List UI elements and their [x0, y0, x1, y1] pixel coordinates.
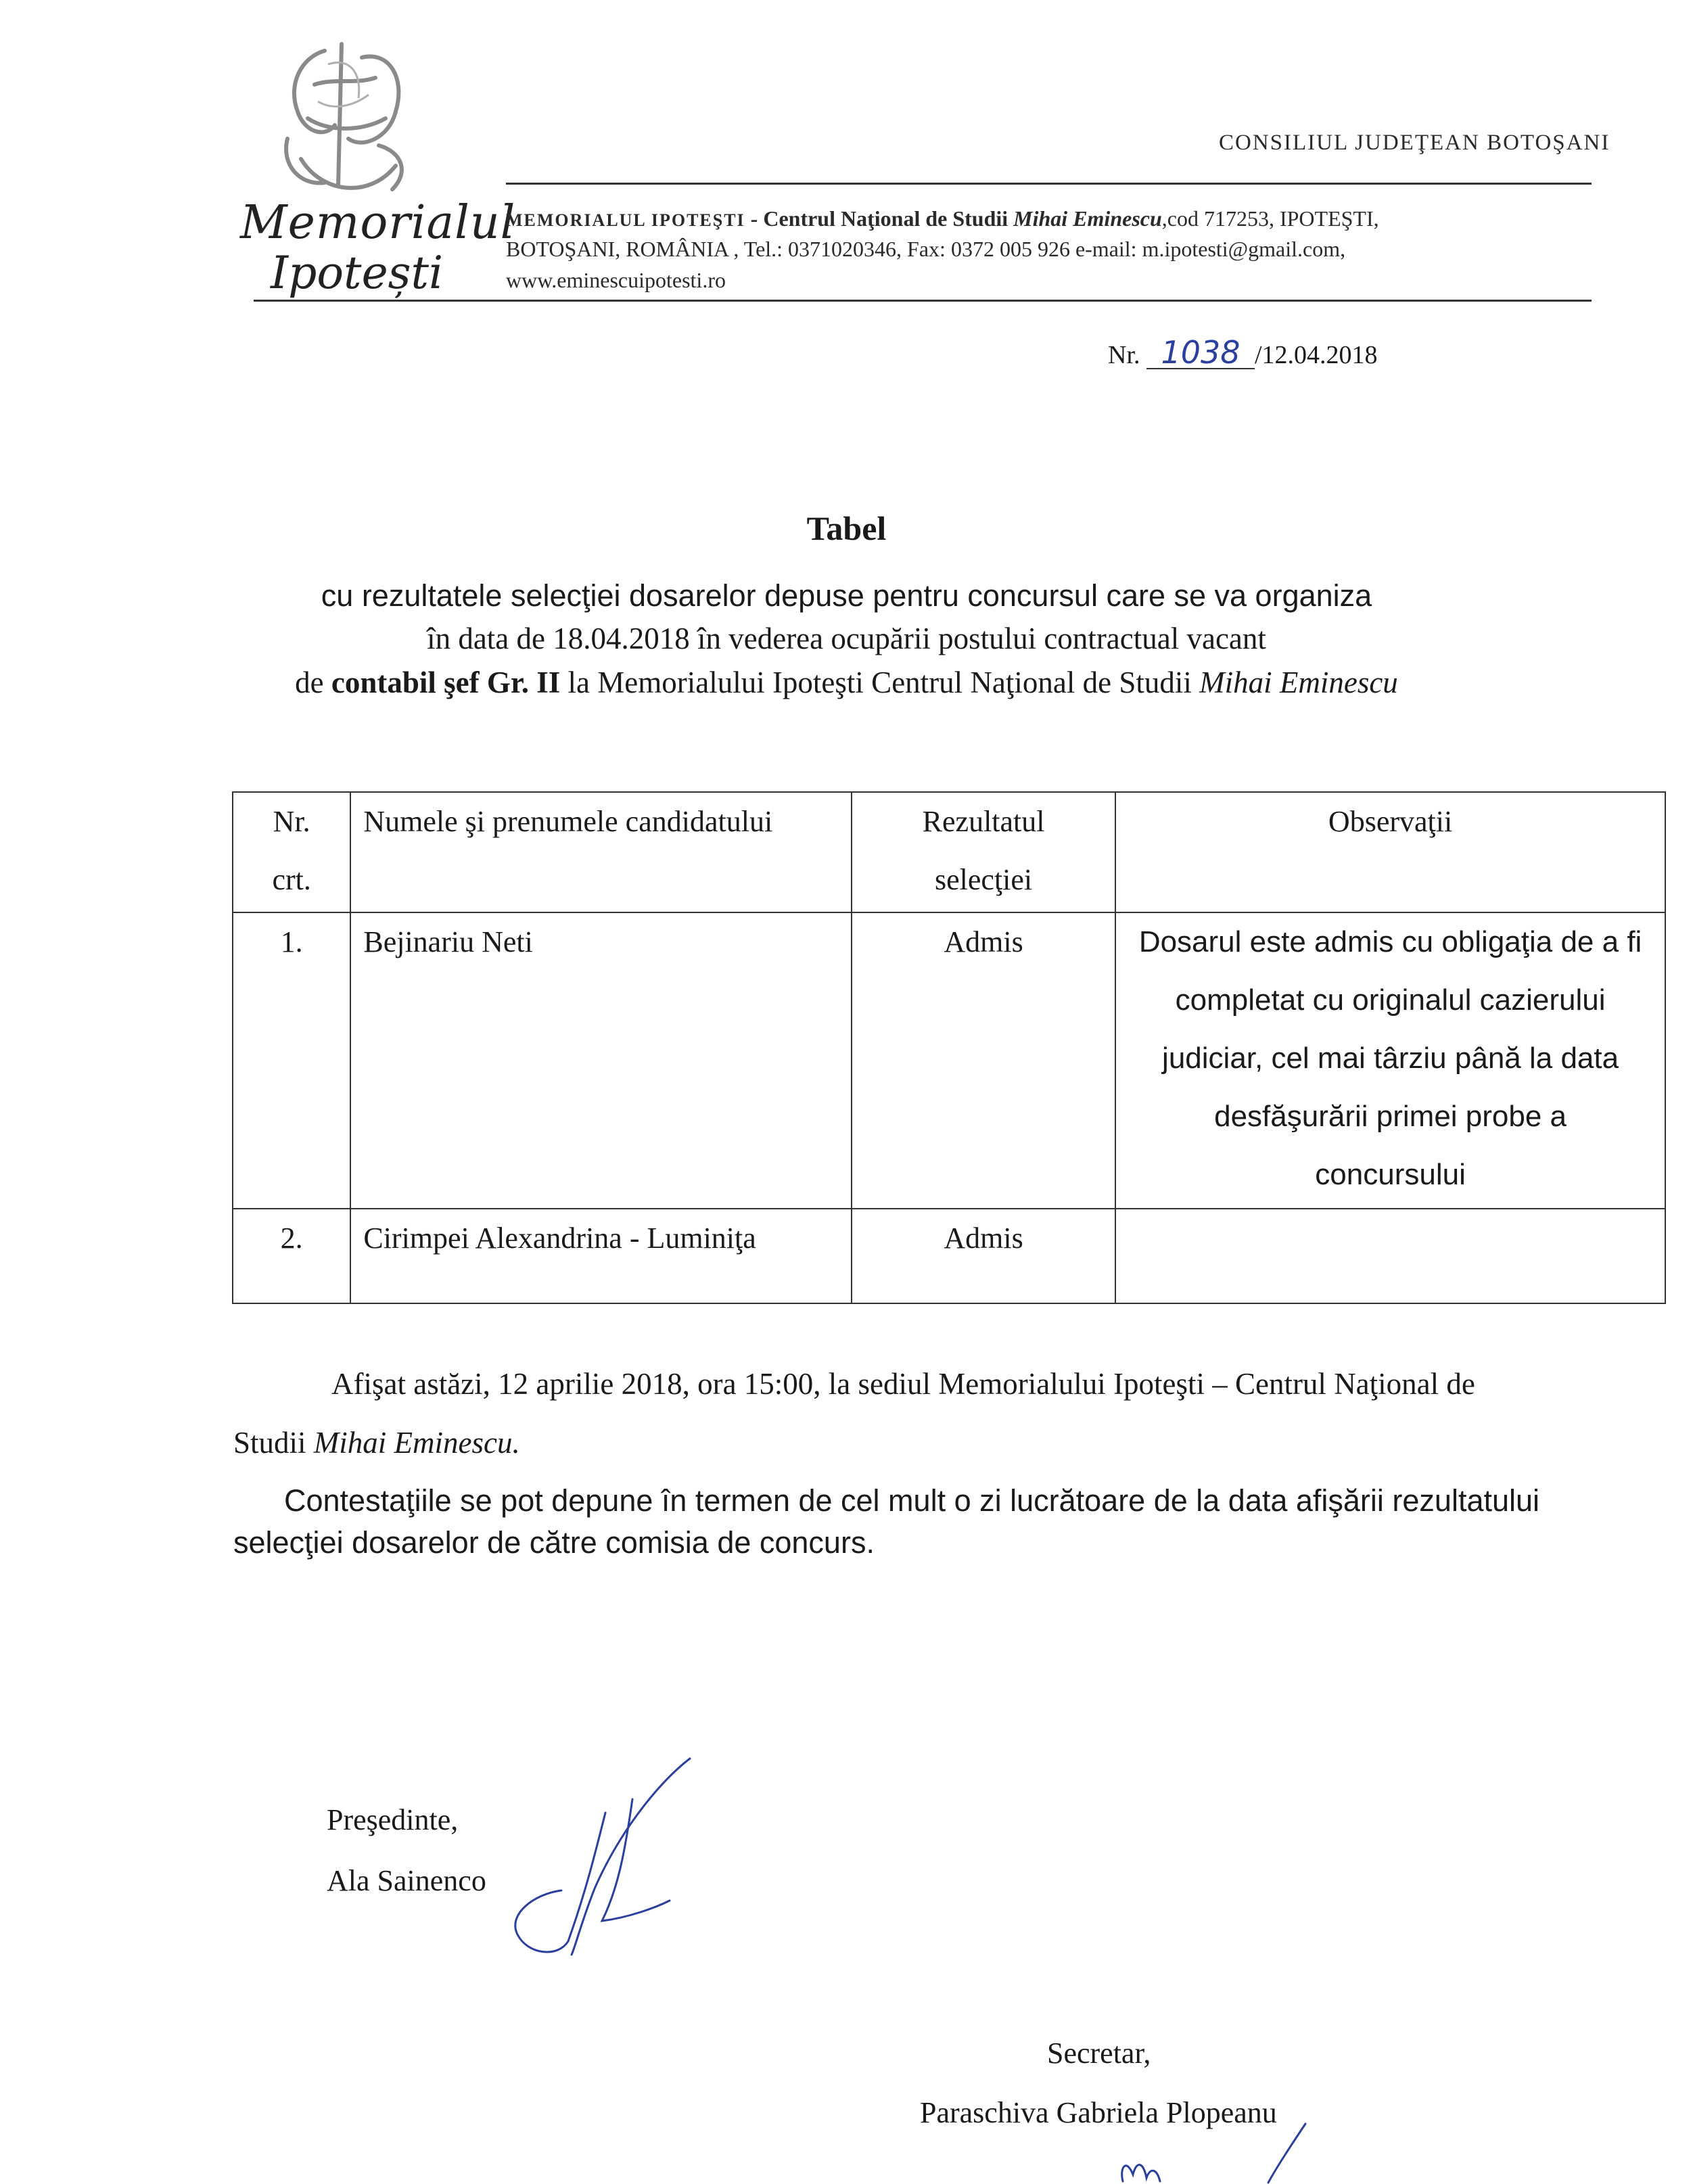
header-result: [852, 792, 1115, 912]
row2-nr: 2.: [233, 1209, 350, 1303]
logo-wordmark-line1: Memorialul: [240, 196, 516, 250]
org-name-italic: Mihai Eminescu: [1013, 206, 1162, 231]
subtitle-line1: cu rezultatele selecţiei dosarelor depuse pentru concursul care se va organiza: [321, 578, 1372, 613]
header-address-line2: BOTOŞANI, ROMÂNIA , Tel.: 0371020346, Fax: 0372 005 926 e-mail: m.ipotesti@gmail.com,: [506, 237, 1346, 261]
row1-observations: [1115, 912, 1665, 1209]
county-council-name: CONSILIUL JUDEŢEAN BOTOŞANI: [1219, 131, 1610, 155]
registration-handwritten-number: 1038: [1146, 337, 1255, 369]
header-result-line2: selecţiei: [935, 863, 1033, 896]
subtitle-prefix: de: [295, 666, 331, 699]
header-website: www.eminescuipotesti.ro: [506, 268, 726, 292]
registration-number: [1108, 334, 1378, 371]
position-title: contabil şef Gr. II: [331, 666, 561, 699]
header-bottom-rule: [254, 300, 1592, 302]
logo-wordmark-line2: Ipotești: [271, 247, 444, 299]
subtitle-line3: [0, 665, 1693, 700]
header-observations: Observaţii: [1115, 792, 1665, 912]
subtitle-eminescu: Mihai Eminescu: [1199, 666, 1398, 699]
president-signature: [487, 1752, 717, 1961]
header-top-rule: [506, 183, 1592, 185]
president-name: Ala Sainenco: [327, 1864, 486, 1897]
registration-prefix: Nr.: [1108, 341, 1146, 369]
posting-notice-studii: Studii: [233, 1426, 314, 1460]
row2-result: Admis: [852, 1209, 1115, 1303]
header-nr-line1: Nr.: [273, 805, 310, 838]
secretary-role: Secretar,: [1047, 2037, 1151, 2070]
table-row: [233, 1209, 1665, 1303]
header-nr: [233, 792, 350, 912]
header-result-line1: Rezultatul: [922, 805, 1045, 838]
row2-name: Cirimpei Alexandrina - Luminiţa: [350, 1209, 852, 1303]
org-name-rest: - Centrul Naţional de Studii: [745, 206, 1014, 231]
document-title: Tabel: [806, 509, 887, 547]
logo-monogram-icon: [260, 37, 430, 213]
posting-notice-eminescu: Mihai Eminescu.: [313, 1426, 520, 1460]
row1-observation-line: Dosarul este admis cu obligaţia de a fi: [1138, 925, 1642, 958]
table-header-row: [233, 792, 1665, 912]
posting-notice-line1: Afişat astăzi, 12 aprilie 2018, ora 15:00, la sediul Memorialului Ipoteşti – Centrul Naţional de: [331, 1367, 1475, 1401]
posting-notice-line2: [233, 1425, 520, 1460]
row1-name: Bejinariu Neti: [350, 912, 852, 1209]
institution-logo: [240, 37, 516, 299]
appeals-notice-line1: Contestaţiile se pot depune în termen de cel mult o zi lucrătoare de la data afişării rezultatului: [284, 1483, 1540, 1518]
appeals-notice-line2: selecţiei dosarelor de către comisia de concurs.: [233, 1525, 875, 1560]
row1-result: Admis: [852, 912, 1115, 1209]
row1-observation-line: completat cu originalul cazierului: [1175, 983, 1606, 1017]
row1-observation-line: judiciar, cel mai târziu până la data: [1162, 1042, 1619, 1075]
header-name: Numele şi prenumele candidatului: [350, 792, 852, 912]
row2-observations: [1115, 1209, 1665, 1303]
table-row: [233, 912, 1665, 1209]
row1-observation-line: desfăşurării primei probe a: [1214, 1100, 1567, 1133]
header-address-line1: [506, 206, 1602, 231]
address-postal-code: ,cod 717253, IPOTEŞTI,: [1161, 206, 1379, 231]
results-table: [232, 791, 1666, 1304]
subtitle-line2: în data de 18.04.2018 în vederea ocupării postului contractual vacant: [427, 622, 1266, 655]
org-name-caps: MEMORIALUL IPOTEŞTI: [506, 210, 745, 230]
registration-date: /12.04.2018: [1255, 341, 1378, 369]
president-role: Preşedinte,: [327, 1803, 459, 1836]
header-nr-line2: crt.: [272, 863, 311, 896]
row1-nr: 1.: [233, 912, 350, 1209]
row1-observation-line: concursului: [1315, 1158, 1466, 1191]
subtitle-institution: la Memorialului Ipoteşti Centrul Naţional de Studii: [560, 666, 1200, 699]
secretary-signature: [1109, 2120, 1332, 2184]
secretary-name: Paraschiva Gabriela Plopeanu: [920, 2096, 1277, 2129]
